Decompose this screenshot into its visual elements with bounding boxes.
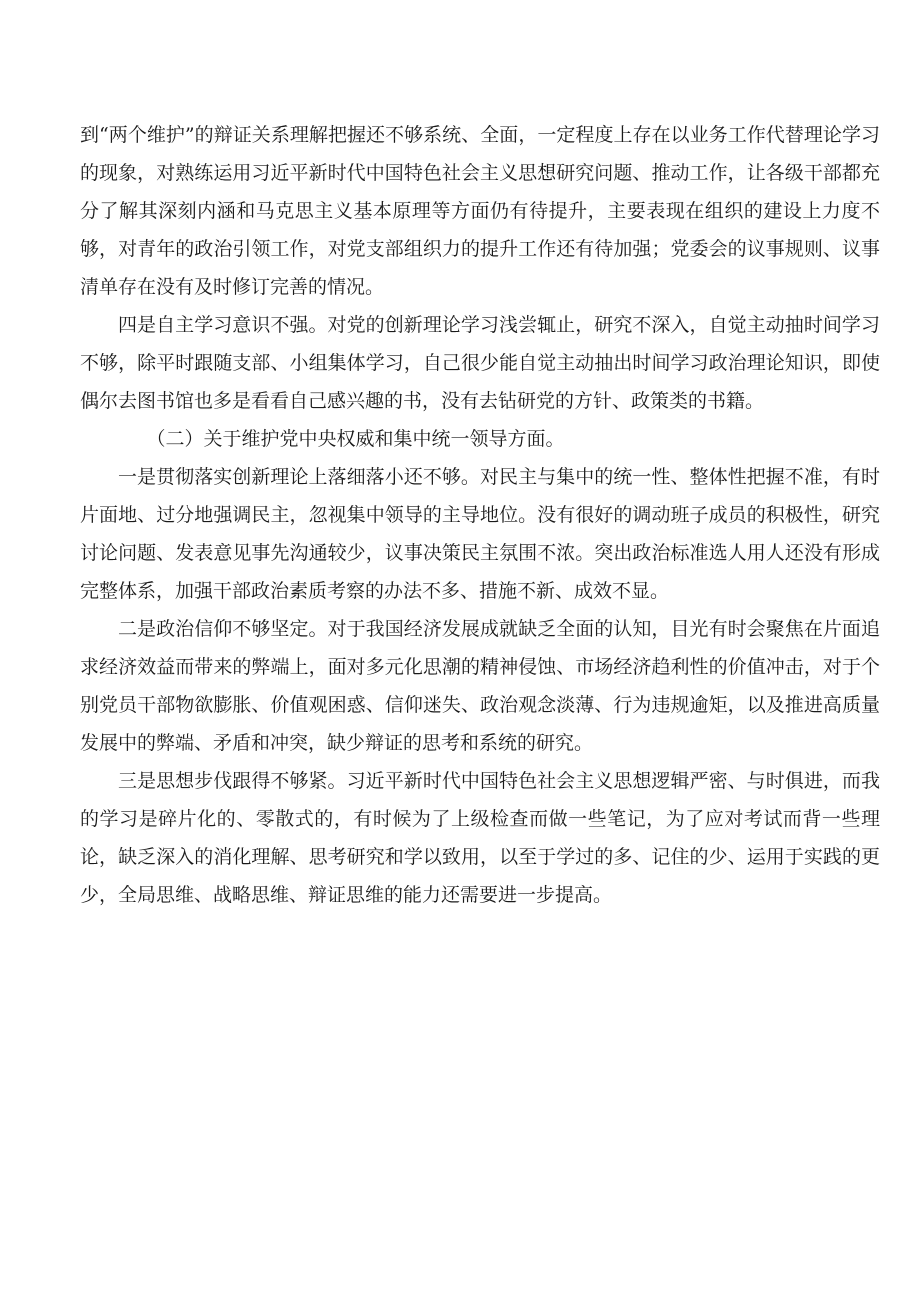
paragraph-thinking-pace: 三是思想步伐跟得不够紧。习近平新时代中国特色社会主义思想逻辑严密、与时俱进，而我的学习是碎片化的、零散式的，有时候为了上级检查而做一些笔记，为了应对考试而背一些理论，缺乏深入的消化理解、思考研究和学以致用，以至于学过的多、记住的少、运用于实践的更少，全局思维、战略思维、辩证思维的能力还需要进一步提高。 xyxy=(80,770,880,906)
body-text xyxy=(80,116,880,914)
section-heading-2: （二）关于维护党中央权威和集中统一领导方面。 xyxy=(146,428,565,450)
paragraph-self-study: 四是自主学习意识不强。对党的创新理论学习浅尝辄止，研究不深入，自觉主动抽时间学习不够，除平时跟随支部、小组集体学习，自己很少能自觉主动抽出时间学习政治理论知识，即使偶尔去图书馆也多是看看自己感兴趣的书，没有去钻研党的方针、政策类的书籍。 xyxy=(80,314,880,412)
paragraph-continuation: 到“两个维护”的辩证关系理解把握还不够系统、全面，一定程度上存在以业务工作代替理论学习的现象，对熟练运用习近平新时代中国特色社会主义思想研究问题、推动工作，让各级干部都充分了解其深刻内涵和马克思主义基本原理等方面仍有待提升，主要表现在组织的建设上力度不够，对青年的政治引领工作，对党支部组织力的提升工作还有待加强；党委会的议事规则、议事清单存在没有及时修订完善的情况。 xyxy=(80,124,880,298)
paragraph-implementation: 一是贯彻落实创新理论上落细落小还不够。对民主与集中的统一性、整体性把握不准，有时片面地、过分地强调民主，忽视集中领导的主导地位。没有很好的调动班子成员的积极性，研究讨论问题、发表意见事先沟通较少，议事决策民主氛围不浓。突出政治标准选人用人还没有形成完整体系，加强干部政治素质考察的办法不多、措施不新、成效不显。 xyxy=(80,466,880,602)
paragraph-political-belief: 二是政治信仰不够坚定。对于我国经济发展成就缺乏全面的认知，目光有时会聚焦在片面追求经济效益而带来的弊端上，面对多元化思潮的精神侵蚀、市场经济趋利性的价值冲击，对于个别党员干部物欲膨胀、价值观困惑、信仰迷失、政治观念淡薄、行为违规逾矩，以及推进高质量发展中的弊端、矛盾和冲突，缺少辩证的思考和系统的研究。 xyxy=(80,618,880,754)
